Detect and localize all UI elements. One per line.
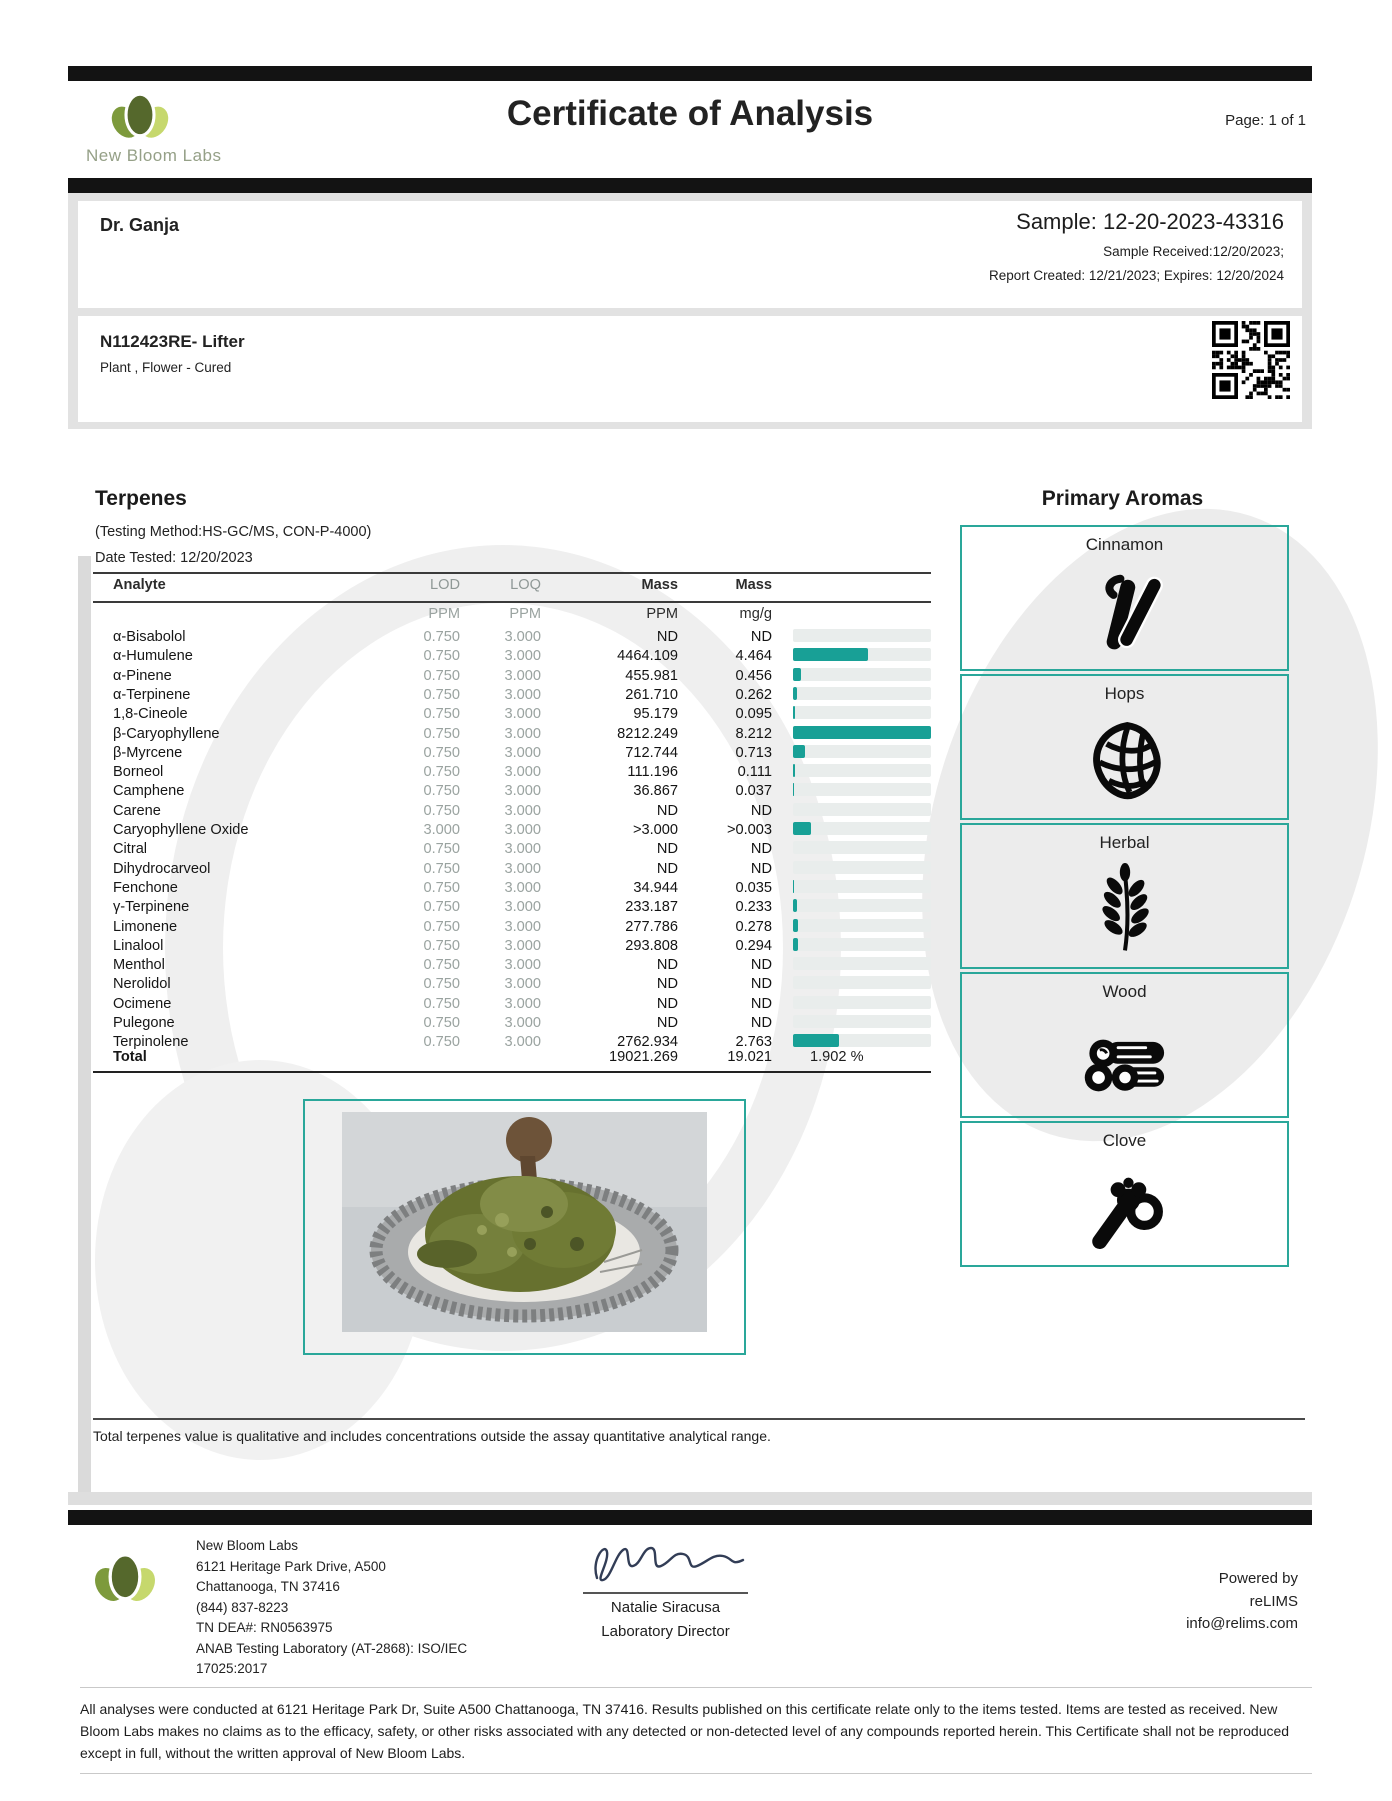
analyte-loq: 3.000 [504, 1015, 541, 1031]
total-label: Total [113, 1049, 147, 1065]
analyte-loq: 3.000 [504, 783, 541, 800]
sample-photo-frame [303, 1099, 746, 1355]
analyte-bar-fill [793, 783, 794, 796]
sample-id: Sample: 12-20-2023-43316 [1016, 209, 1284, 234]
herbal-icon [1079, 861, 1171, 957]
analyte-name: Caryophyllene Oxide [113, 822, 249, 838]
col-mass-ppm: Mass [641, 577, 678, 593]
aroma-label: Wood [1102, 982, 1147, 1001]
analyte-bar-track [793, 668, 931, 681]
aroma-box-wood [960, 972, 1289, 1118]
analyte-mass-ppm: 2762.934 [617, 1034, 678, 1051]
analyte-mass-mgg: 0.294 [735, 937, 772, 954]
analyte-name: Ocimene [113, 995, 172, 1012]
analyte-lod: 0.750 [423, 725, 460, 742]
analyte-mass-mgg: ND [750, 629, 772, 645]
analyte-name: Citral [113, 841, 148, 858]
analyte-mass-mgg: 0.037 [735, 783, 772, 800]
analyte-name: Menthol [113, 957, 165, 974]
analyte-mass-ppm: 233.187 [625, 899, 678, 916]
analyte-name: Borneol [113, 764, 164, 781]
analyte-loq: 3.000 [504, 918, 541, 935]
analyte-name: 1,8-Cineole [113, 706, 188, 723]
analyte-bar-track [793, 764, 931, 777]
note-rule [93, 1418, 1305, 1420]
powered-by-line: Powered by [1218, 1570, 1298, 1587]
analyte-lod: 0.750 [423, 1034, 460, 1051]
analyte-bar-track [793, 803, 931, 816]
analyte-bar-fill [793, 880, 794, 893]
unit-mass-mgg: mg/g [739, 606, 772, 622]
analyte-loq: 3.000 [504, 667, 541, 684]
analyte-mass-ppm: ND [656, 995, 678, 1012]
analyte-mass-mgg: 0.035 [735, 879, 772, 896]
analyte-lod: 0.750 [423, 918, 460, 935]
analyte-name: Terpinolene [113, 1034, 189, 1051]
analyte-mass-ppm: 4464.109 [617, 648, 678, 665]
analyte-bar-track [793, 919, 931, 932]
analyte-mass-ppm: 8212.249 [617, 725, 678, 742]
analyte-mass-mgg: 0.111 [737, 764, 772, 781]
analyte-mass-ppm: ND [656, 976, 678, 993]
lab-address-line: (844) 837-8223 [196, 1599, 289, 1615]
analyte-lod: 0.750 [423, 706, 460, 723]
aroma-label: Clove [1102, 1131, 1147, 1150]
col-analyte: Analyte [113, 577, 166, 593]
terpenes-note: Total terpenes value is qualitative and includes concentrations outside the assay quantitative analytical range. [93, 1428, 771, 1444]
analyte-loq: 3.000 [504, 686, 541, 703]
unit-mass-ppm: PPM [646, 606, 678, 622]
analyte-bar-track [793, 648, 931, 661]
analyte-bar-fill [793, 687, 797, 700]
signer-title: Laboratory Director [601, 1623, 730, 1640]
analyte-bar-track [793, 938, 931, 951]
analyte-loq: 3.000 [504, 706, 541, 723]
unit-loq: PPM [509, 606, 541, 622]
analyte-name: β-Caryophyllene [113, 725, 220, 742]
brand-name: New Bloom Labs [86, 146, 222, 165]
product-description: Plant , Flower - Cured [100, 360, 232, 375]
analyte-bar-track [793, 1015, 931, 1028]
analyte-mass-mgg: ND [750, 860, 772, 877]
analyte-mass-ppm: 111.196 [627, 764, 678, 781]
analyte-name: Limonene [113, 918, 178, 935]
header-rule-bar [68, 178, 1312, 193]
total-mgg: 19.021 [727, 1049, 772, 1065]
analyte-bar-track [793, 976, 931, 989]
analyte-bar-track [793, 861, 931, 874]
analyte-lod: 0.750 [423, 957, 460, 974]
analyte-bar-fill [793, 899, 797, 912]
analyte-mass-ppm: 712.744 [625, 744, 678, 761]
analyte-name: Nerolidol [113, 976, 171, 993]
analyte-mass-mgg: ND [750, 995, 772, 1012]
analyte-bar-track [793, 1034, 931, 1047]
analyte-bar-track [793, 957, 931, 970]
analyte-loq: 3.000 [504, 822, 541, 838]
analyte-loq: 3.000 [504, 764, 541, 781]
hops-icon [1079, 712, 1171, 808]
report-dates: Report Created: 12/21/2023; Expires: 12/20/2024 [989, 268, 1284, 283]
lab-address-line: Chattanooga, TN 37416 [196, 1579, 340, 1594]
analyte-bar-fill [793, 648, 868, 661]
analyte-bar-fill [793, 919, 798, 932]
analyte-mass-ppm: 34.944 [633, 879, 678, 896]
cinnamon-icon [1079, 563, 1171, 659]
aroma-label: Hops [1104, 684, 1145, 703]
client-sample-panel [78, 201, 1302, 308]
analyte-lod: 0.750 [423, 1015, 460, 1031]
top-rule-bar [68, 66, 1312, 81]
unit-lod: PPM [428, 606, 460, 622]
lab-address-line: ANAB Testing Laboratory (AT-2868): ISO/IEC [196, 1640, 468, 1656]
analyte-name: α-Terpinene [113, 686, 191, 703]
analyte-loq: 3.000 [504, 976, 541, 993]
analyte-bar-fill [793, 745, 805, 758]
analyte-name: Dihydrocarveol [113, 860, 211, 877]
analyte-mass-ppm: >3.000 [632, 822, 678, 838]
analyte-lod: 0.750 [423, 783, 460, 800]
analyte-name: Carene [113, 802, 161, 819]
analyte-mass-mgg: 0.233 [735, 899, 772, 916]
aroma-box-cinnamon [960, 525, 1289, 671]
analyte-loq: 3.000 [504, 860, 541, 877]
analyte-name: α-Pinene [113, 667, 172, 684]
analyte-name: α-Bisabolol [113, 629, 186, 645]
aroma-box-herbal [960, 823, 1289, 969]
analyte-mass-mgg: ND [750, 976, 772, 993]
analyte-loq: 3.000 [504, 879, 541, 896]
analyte-mass-mgg: 0.713 [735, 744, 772, 761]
analyte-mass-mgg: 0.278 [735, 918, 772, 935]
analyte-bar-track [793, 726, 931, 739]
analyte-mass-ppm: 261.710 [625, 686, 678, 703]
analyte-mass-ppm: ND [656, 629, 678, 645]
signature-icon [585, 1538, 755, 1590]
page-number-label: Page: 1 of 1 [1225, 112, 1306, 129]
col-loq: LOQ [510, 577, 541, 593]
analyte-mass-mgg: 0.095 [735, 706, 772, 723]
analyte-bar-fill [793, 726, 931, 739]
analyte-mass-ppm: ND [656, 1015, 678, 1031]
analyte-mass-mgg: ND [750, 841, 772, 858]
sample-info-block [989, 209, 1284, 283]
analyte-loq: 3.000 [504, 841, 541, 858]
analyte-mass-mgg: 0.262 [735, 686, 772, 703]
analyte-bar-fill [793, 1034, 839, 1047]
analyte-mass-mgg: ND [750, 802, 772, 819]
analyte-name: γ-Terpinene [113, 899, 190, 916]
analyte-mass-ppm: 36.867 [633, 783, 678, 800]
aroma-label: Herbal [1099, 833, 1150, 852]
analyte-bar-track [793, 841, 931, 854]
analyte-lod: 0.750 [423, 686, 460, 703]
analyte-mass-mgg: 2.763 [735, 1034, 772, 1051]
analyte-loq: 3.000 [504, 957, 541, 974]
analyte-bar-fill [793, 706, 795, 719]
analyte-lod: 0.750 [423, 629, 460, 645]
disclaimer-text: All analyses were conducted at 6121 Heritage Park Dr, Suite A500 Chattanooga, TN 37416. Results published on this certificate relate only to the items tested. Items are tested as received. New Bloom Labs makes no claims as to the efficacy, safety, or other risks associated with any detected or non-detected level of any compounds reported herein. This Certificate shall not be reproduced except in full, without the written approval of New Bloom Labs. [80, 1701, 1290, 1761]
footer-rule-bar [68, 1510, 1312, 1525]
analyte-loq: 3.000 [504, 648, 541, 665]
disclaimer-rule-top [80, 1687, 1312, 1688]
powered-by-block [1186, 1568, 1298, 1636]
analyte-bar-track [793, 880, 931, 893]
analyte-lod: 0.750 [423, 744, 460, 761]
analyte-bar-fill [793, 938, 798, 951]
analyte-bar-track [793, 822, 931, 835]
analyte-lod: 0.750 [423, 879, 460, 896]
table-rule-header [93, 601, 931, 603]
analyte-bar-track [793, 996, 931, 1009]
table-rule-bottom [93, 1071, 931, 1073]
analyte-mass-mgg: ND [750, 957, 772, 974]
analyte-mass-ppm: 455.981 [625, 667, 678, 684]
footer-logo-icon [92, 1548, 158, 1610]
aroma-label: Cinnamon [1085, 535, 1164, 554]
qr-code-icon [1212, 321, 1290, 399]
analyte-loq: 3.000 [504, 995, 541, 1012]
analyte-bar-track [793, 629, 931, 642]
lab-address-line: TN DEA#: RN0563975 [196, 1620, 333, 1635]
lab-address-block [196, 1536, 467, 1680]
analyte-lod: 0.750 [423, 899, 460, 916]
analyte-mass-mgg: 8.212 [735, 725, 772, 742]
page-title: Certificate of Analysis [506, 94, 874, 133]
analyte-name: α-Humulene [113, 648, 193, 665]
sample-received: Sample Received:12/20/2023; [1103, 244, 1284, 259]
analyte-bar-fill [793, 668, 801, 681]
wood-icon [1079, 1010, 1171, 1106]
analyte-lod: 0.750 [423, 860, 460, 877]
analyte-loq: 3.000 [504, 744, 541, 761]
analyte-mass-ppm: 277.786 [625, 918, 678, 935]
analyte-bar-track [793, 783, 931, 796]
analyte-loq: 3.000 [504, 629, 541, 645]
analyte-bar-track [793, 706, 931, 719]
analyte-lod: 0.750 [423, 802, 460, 819]
analyte-bar-fill [793, 764, 795, 777]
analyte-loq: 3.000 [504, 725, 541, 742]
analyte-mass-ppm: ND [656, 860, 678, 877]
analyte-bar-track [793, 745, 931, 758]
analyte-name: Fenchone [113, 879, 178, 896]
analyte-loq: 3.000 [504, 802, 541, 819]
analyte-lod: 0.750 [423, 976, 460, 993]
analyte-mass-mgg: >0.003 [726, 822, 772, 838]
clove-icon [1079, 1159, 1171, 1255]
analyte-name: Linalool [113, 937, 164, 954]
analyte-name: Camphene [113, 783, 185, 800]
aroma-box-clove [960, 1121, 1289, 1267]
analyte-name: Pulegone [113, 1015, 175, 1031]
analyte-lod: 0.750 [423, 937, 460, 954]
analyte-mass-mgg: 4.464 [735, 648, 772, 665]
client-name: Dr. Ganja [100, 215, 180, 235]
analyte-lod: 0.750 [423, 841, 460, 858]
aroma-box-hops [960, 674, 1289, 820]
testing-method: (Testing Method:HS-GC/MS, CON-P-4000) [95, 524, 372, 540]
analyte-mass-mgg: ND [750, 1015, 772, 1031]
analyte-mass-mgg: 0.456 [735, 667, 772, 684]
signer-name: Natalie Siracusa [610, 1599, 721, 1616]
sample-photo [342, 1112, 707, 1332]
col-lod: LOD [429, 577, 460, 593]
relims-name: reLIMS [1249, 1592, 1298, 1610]
analyte-name: β-Myrcene [113, 744, 183, 761]
analyte-mass-ppm: ND [656, 957, 678, 974]
product-name: N112423RE- Lifter [100, 332, 245, 351]
table-rule-top [93, 572, 931, 574]
analyte-loq: 3.000 [504, 937, 541, 954]
analyte-bar-track [793, 899, 931, 912]
analyte-lod: 3.000 [423, 822, 460, 838]
col-mass-mgg: Mass [735, 577, 772, 593]
lab-address-line: New Bloom Labs [196, 1538, 299, 1553]
relims-email: info@relims.com [1186, 1615, 1298, 1632]
total-ppm: 19021.269 [609, 1049, 678, 1065]
signature-rule [583, 1592, 748, 1594]
terpenes-heading: Terpenes [95, 487, 187, 510]
analyte-mass-ppm: ND [656, 802, 678, 819]
analyte-lod: 0.750 [423, 667, 460, 684]
lab-address-line: 6121 Heritage Park Drive, A500 [196, 1558, 386, 1574]
panel-shadow-bottom [68, 1492, 1312, 1505]
disclaimer-rule-bottom [80, 1773, 1312, 1774]
analyte-mass-ppm: 293.808 [625, 937, 678, 954]
analyte-bar-fill [793, 822, 811, 835]
analyte-lod: 0.750 [423, 995, 460, 1012]
analyte-lod: 0.750 [423, 764, 460, 781]
analyte-lod: 0.750 [423, 648, 460, 665]
analyte-mass-ppm: 95.179 [633, 706, 678, 723]
product-panel [78, 316, 1302, 422]
aromas-heading: Primary Aromas [1041, 487, 1204, 510]
lab-address-line: 17025:2017 [196, 1661, 268, 1676]
analyte-mass-ppm: ND [656, 841, 678, 858]
analyte-loq: 3.000 [504, 899, 541, 916]
analyte-loq: 3.000 [504, 1034, 541, 1051]
date-tested: Date Tested: 12/20/2023 [95, 550, 253, 566]
analyte-bar-track [793, 687, 931, 700]
total-percent: 1.902 % [810, 1049, 864, 1065]
